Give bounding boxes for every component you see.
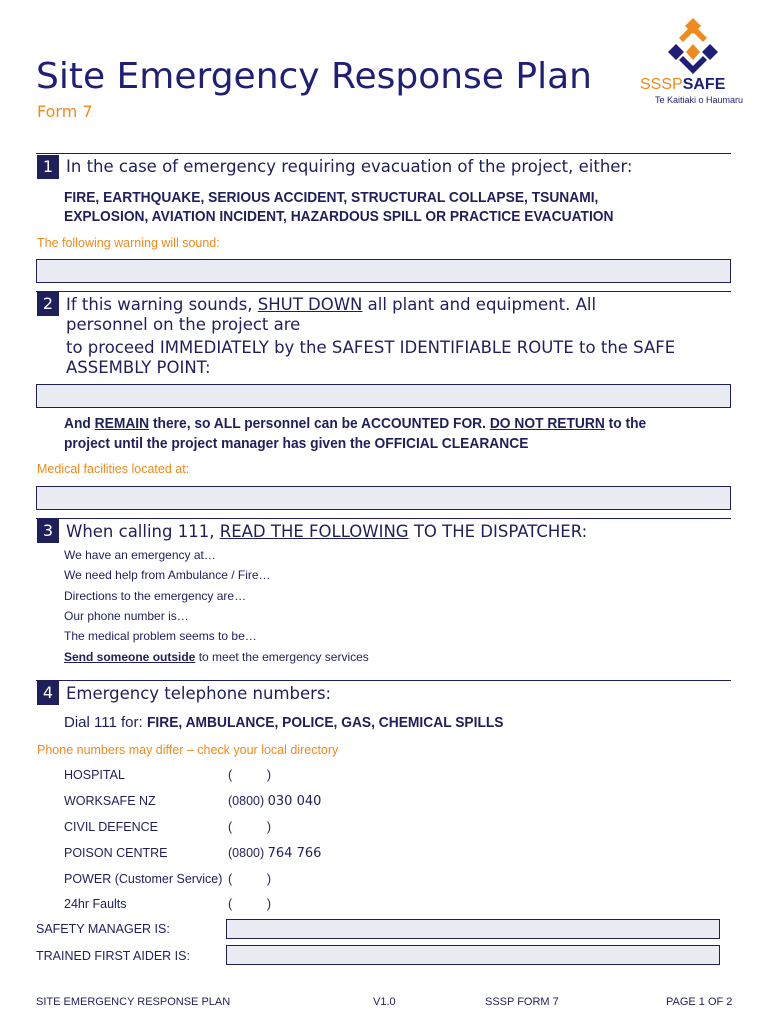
section-number: 3 <box>37 519 59 543</box>
emergency-types-line-2: EXPLOSION, AVIATION INCIDENT, HAZARDOUS SPILL OR PRACTICE EVACUATION <box>64 208 614 225</box>
phone-number-civil-defence: ( ) <box>228 820 272 834</box>
medical-label: Medical facilities located at: <box>37 462 190 476</box>
logo-tagline: Te Kaitiaki o Haumaru <box>655 95 744 105</box>
warning-label: The following warning will sound: <box>37 236 220 250</box>
phone-label-poison-centre: POISON CENTRE <box>64 846 168 860</box>
first-aider-field[interactable] <box>226 945 720 965</box>
logo-wordmark: SSSPSAFE <box>640 76 726 93</box>
dispatcher-line: Directions to the emergency are… <box>64 589 247 603</box>
section-number: 4 <box>37 681 59 705</box>
page-title: Site Emergency Response Plan <box>36 56 592 97</box>
phone-number-power: ( ) <box>228 872 272 886</box>
emergency-types-line-1: FIRE, EARTHQUAKE, SERIOUS ACCIDENT, STRUCTURAL COLLAPSE, TSUNAMI, <box>64 189 599 206</box>
dispatcher-line: We need help from Ambulance / Fire… <box>64 568 271 582</box>
remain-line: And REMAIN there, so ALL personnel can be ACCOUNTED FOR. DO NOT RETURN to the <box>64 415 647 432</box>
phone-label-civil-defence: CIVIL DEFENCE <box>64 820 159 834</box>
warning-field[interactable] <box>36 259 731 283</box>
phone-number-worksafe: (0800) 030 040 <box>228 794 322 809</box>
phone-number-hospital: ( ) <box>228 768 272 782</box>
section-heading: If this warning sounds, SHUT DOWN all plant and equipment. All <box>66 295 597 314</box>
footer-form: SSSP FORM 7 <box>485 996 559 1008</box>
safety-manager-field[interactable] <box>226 919 720 939</box>
medical-facilities-field[interactable] <box>36 486 731 510</box>
footer-title: SITE EMERGENCY RESPONSE PLAN <box>36 996 231 1008</box>
phone-number-24hr-faults: ( ) <box>228 897 272 911</box>
section-divider <box>36 680 731 681</box>
section-heading: In the case of emergency requiring evacuation of the project, either: <box>66 157 633 176</box>
section-heading-line-2: personnel on the project are <box>66 315 301 334</box>
phone-number-poison-centre: (0800) 764 766 <box>228 846 322 861</box>
proceed-line-2: ASSEMBLY POINT: <box>66 358 211 377</box>
section-number: 1 <box>37 155 59 179</box>
phone-note: Phone numbers may differ – check your local directory <box>37 743 339 757</box>
phone-label-power: POWER (Customer Service) <box>64 872 223 886</box>
section-heading: When calling 111, READ THE FOLLOWING TO THE DISPATCHER: <box>66 522 588 541</box>
dispatcher-line: Our phone number is… <box>64 609 189 623</box>
dispatcher-line: The medical problem seems to be… <box>64 629 257 643</box>
first-aider-label: TRAINED FIRST AIDER IS: <box>36 949 190 963</box>
clearance-line: project until the project manager has given the OFFICIAL CLEARANCE <box>64 435 529 452</box>
phone-label-24hr-faults: 24hr Faults <box>64 897 127 911</box>
footer-version: V1.0 <box>373 996 396 1008</box>
section-divider <box>36 291 731 292</box>
section-heading: Emergency telephone numbers: <box>66 684 332 703</box>
safety-manager-label: SAFETY MANAGER IS: <box>36 922 170 936</box>
phone-label-worksafe: WORKSAFE NZ <box>64 794 156 808</box>
form-number: Form 7 <box>37 102 93 121</box>
footer-page: PAGE 1 OF 2 <box>666 996 733 1008</box>
proceed-line-1: to proceed IMMEDIATELY by the SAFEST IDENTIFIABLE ROUTE to the SAFE <box>66 338 676 357</box>
assembly-point-field[interactable] <box>36 384 731 408</box>
section-divider <box>36 153 731 154</box>
send-someone-line: Send someone outside to meet the emergency services <box>64 650 369 664</box>
dial-111-line: Dial 111 for: FIRE, AMBULANCE, POLICE, GAS, CHEMICAL SPILLS <box>64 714 504 731</box>
phone-label-hospital: HOSPITAL <box>64 768 125 782</box>
dispatcher-line: We have an emergency at… <box>64 548 216 562</box>
section-number: 2 <box>37 292 59 316</box>
section-divider <box>36 518 731 519</box>
